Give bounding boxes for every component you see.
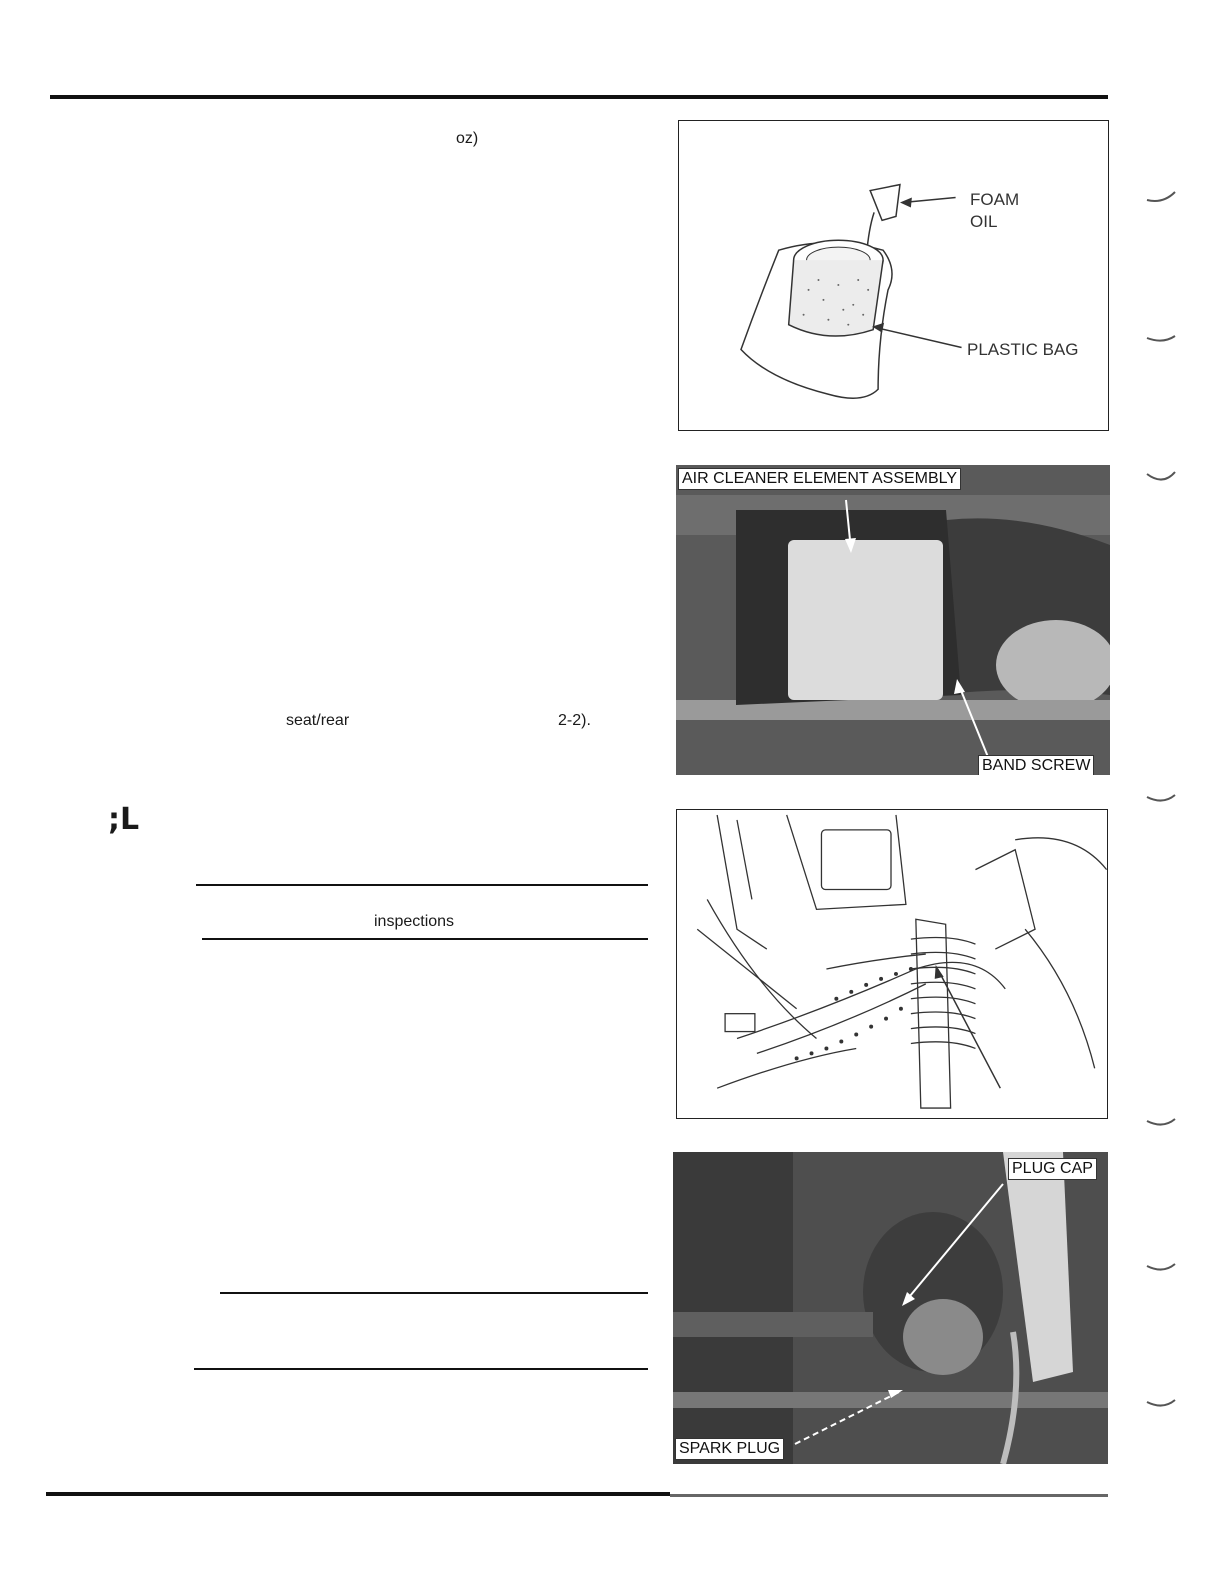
top-rule <box>50 95 1108 99</box>
spark-plug-label: SPARK PLUG <box>675 1438 784 1460</box>
text-fragment-page-ref: 2-2). <box>558 712 591 729</box>
figure-air-cleaner-photo <box>676 465 1110 775</box>
note2-rule-bottom <box>194 1368 648 1370</box>
band-screw-label: BAND SCREW <box>978 755 1094 775</box>
figure-spark-plug-photo <box>673 1152 1108 1464</box>
bottom-rule-right <box>670 1494 1108 1497</box>
foam-oil-illustration <box>679 121 1108 430</box>
air-cleaner-photo-drawing <box>676 465 1110 775</box>
binder-tab-mark <box>1145 1117 1177 1131</box>
figure-drive-chain <box>676 809 1108 1119</box>
plastic-bag-label: PLASTIC BAG <box>967 340 1079 359</box>
note-rule-bottom <box>202 938 648 940</box>
figure-foam-oil <box>678 120 1109 431</box>
binder-tab-mark <box>1145 1398 1177 1412</box>
bottom-rule-left <box>46 1492 670 1496</box>
air-cleaner-element-label: AIR CLEANER ELEMENT ASSEMBLY <box>678 468 961 490</box>
note2-rule-top <box>220 1292 648 1294</box>
text-fragment-oz: oz) <box>456 130 479 147</box>
binder-tab-mark <box>1145 470 1177 484</box>
text-fragment-seat-rear: seat/rear <box>286 712 350 729</box>
foam-oil-label-line2: OIL <box>970 212 998 231</box>
binder-tab-mark <box>1145 1262 1177 1276</box>
spark-plug-photo-drawing <box>673 1152 1108 1464</box>
drive-chain-illustration <box>677 810 1107 1118</box>
foam-oil-label-line1: FOAM <box>970 190 1020 209</box>
foam-oil-label <box>970 189 1019 233</box>
note-rule-top <box>196 884 648 886</box>
binder-tab-mark <box>1145 190 1177 204</box>
plug-cap-label: PLUG CAP <box>1008 1158 1097 1180</box>
text-fragment-inspections: inspections <box>374 913 455 930</box>
binder-tab-mark <box>1145 793 1177 807</box>
section-heading-partial: ;L <box>108 802 140 837</box>
binder-tab-mark <box>1145 334 1177 348</box>
